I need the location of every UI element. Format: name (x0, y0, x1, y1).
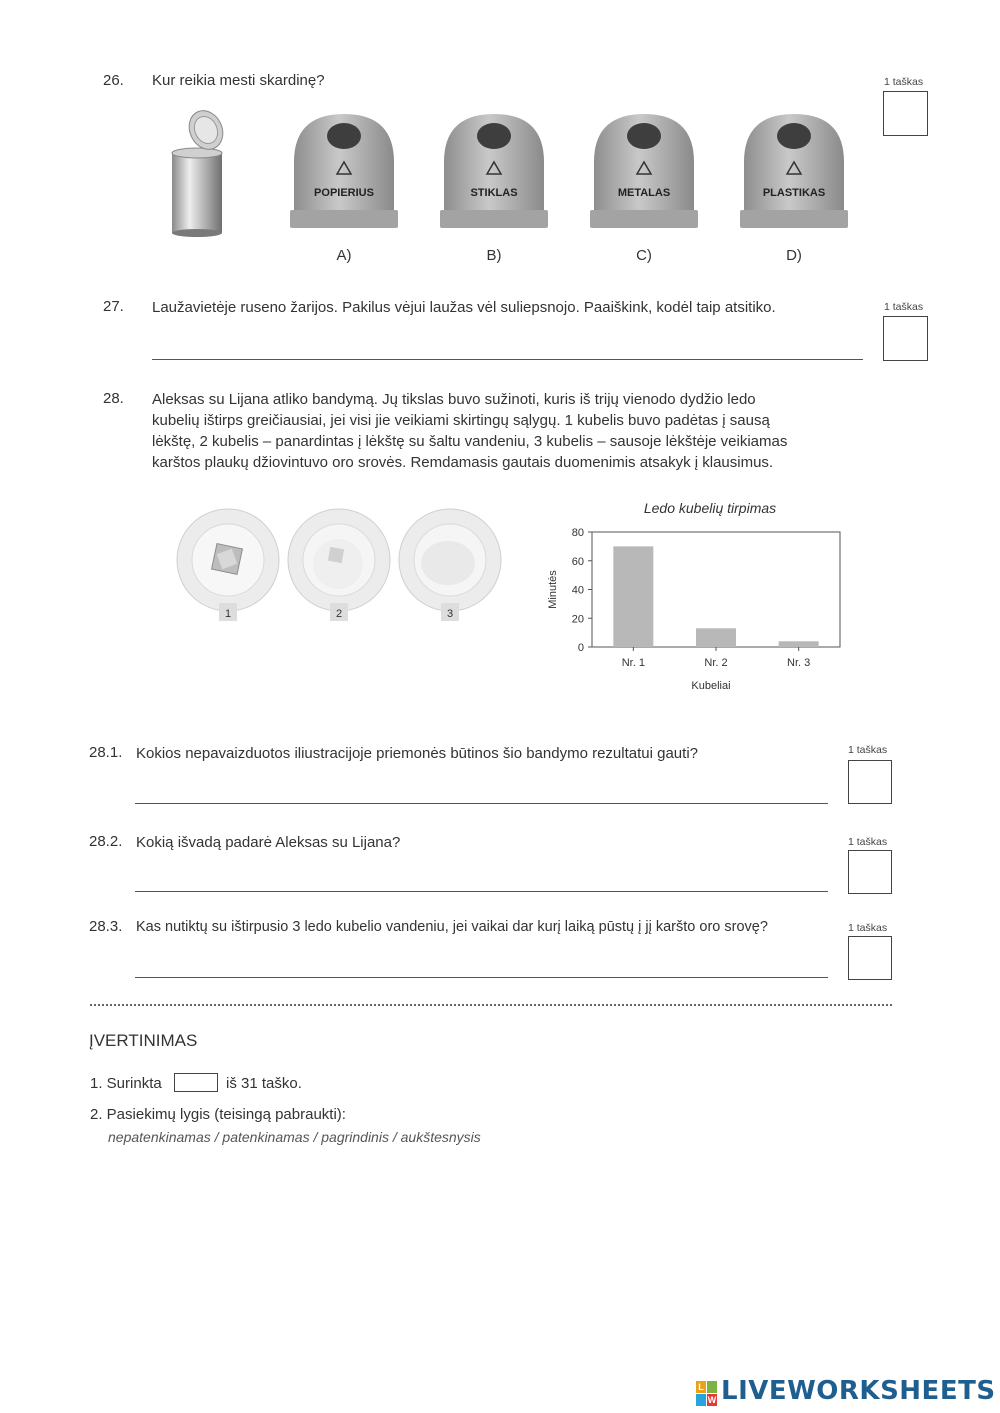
sub-number: 28.3. (89, 918, 123, 935)
y-tick-label: 20 (571, 613, 584, 626)
logo-letter-l: L (696, 1381, 706, 1393)
bin-3[interactable] (590, 112, 698, 272)
sub-number: 28.1. (89, 744, 123, 761)
plates-image (172, 508, 502, 628)
plate-label: 1 (224, 608, 232, 620)
y-tick-label: 40 (571, 584, 584, 597)
tin-can-image (164, 108, 234, 238)
sub-text: Kokią išvadą padarė Aleksas su Lijana? (136, 834, 401, 851)
y-tick-label: 0 (577, 642, 584, 654)
x-tick-label: Nr. 1 (621, 657, 645, 669)
eval-item-1-prefix: 1. Surinkta (90, 1075, 162, 1092)
logo-text: LIVEWORKSHEETS (721, 1376, 996, 1406)
x-tick-label: Nr. 3 (787, 657, 811, 669)
liveworksheets-logo[interactable] (696, 1376, 994, 1410)
plate-2 (288, 509, 390, 621)
eval-item-2: 2. Pasiekimų lygis (teisingą pabraukti): (90, 1106, 346, 1123)
bin-shape (290, 112, 398, 237)
q27-text: Laužavietėje ruseno žarijos. Pakilus vėjui laužas vėl suliepsnojo. Paaiškink, kodėl taip atsitiko. (152, 299, 776, 316)
bin-option[interactable]: A) (336, 247, 352, 264)
sub-28-1-score-box[interactable] (848, 760, 892, 804)
plate-1 (177, 509, 279, 621)
eval-item-1-suffix: iš 31 taško. (226, 1075, 302, 1092)
sub-text: Kokios nepavaizduotos iliustracijoje priemonės būtinos šio bandymo rezultatui gauti? (136, 745, 698, 762)
achievement-levels[interactable]: nepatenkinamas / patenkinamas / pagrindinis / aukštesnysis (108, 1129, 481, 1145)
q28-number: 28. (103, 390, 124, 407)
q26-number: 26. (103, 72, 124, 89)
q27-points: 1 taškas (884, 301, 924, 313)
sub-28-3-answer-line[interactable] (135, 977, 828, 978)
bin-1[interactable] (290, 112, 398, 272)
bin-option[interactable]: C) (636, 247, 652, 264)
q26-score-box[interactable] (883, 91, 928, 136)
plate-3 (399, 509, 501, 621)
bin-4[interactable] (740, 112, 848, 272)
q27-number: 27. (103, 298, 124, 315)
sub-28-1-answer-line[interactable] (135, 803, 828, 804)
dotted-separator (90, 1004, 892, 1006)
evaluation-title: ĮVERTINIMAS (89, 1031, 198, 1050)
q28-line: Aleksas su Lijana atliko bandymą. Jų tikslas buvo sužinoti, kuris iš trijų vienodo dydžio ledo (152, 391, 756, 408)
logo-letter-w: W (707, 1395, 717, 1405)
y-tick-label: 80 (571, 527, 584, 539)
q27-score-box[interactable] (883, 316, 928, 361)
q28-line: kubelių ištirps greičiausiai, jei visi jie veikiami skirtingų sąlygų. 1 kubelis buvo padėtas į sausą (152, 412, 770, 429)
sub-points: 1 taškas (848, 836, 888, 848)
x-axis-label: Kubeliai (691, 680, 731, 692)
q28-line: lėkštę, 2 kubelis – panardintas į lėkštę su šaltu vandeniu, 3 kubelis – sausoje lėkštėje veikiamas (152, 433, 788, 450)
bin-label: PLASTIKAS (762, 187, 826, 199)
logo-square-green (707, 1381, 717, 1393)
bin-option[interactable]: D) (786, 247, 802, 264)
bin-shape (440, 112, 548, 237)
bin-shape (590, 112, 698, 237)
y-tick-label: 60 (571, 555, 584, 568)
bar-nr2 (696, 628, 736, 647)
y-axis-label: Minutės (547, 570, 559, 609)
sub-text: Kas nutiktų su ištirpusio 3 ledo kubelio vandeniu, jei vaikai dar kurį laiką pūstų į jį karšto oro srovę? (136, 919, 768, 935)
q28-text (152, 389, 864, 473)
plate-label: 3 (446, 608, 454, 620)
q26-points: 1 taškas (884, 76, 924, 88)
bin-option[interactable]: B) (486, 247, 502, 264)
bin-label: METALAS (617, 187, 671, 199)
bar-nr3 (779, 641, 819, 647)
q28-line: karštos plaukų džiovintuvo oro srovės. Remdamasis gautais duomenimis atsakyk į klausimus. (152, 454, 774, 471)
bin-label: POPIERIUS (314, 187, 374, 199)
melting-chart (540, 492, 850, 697)
sub-number: 28.2. (89, 833, 123, 850)
logo-square-blue (696, 1394, 706, 1406)
total-score-box[interactable] (174, 1073, 218, 1092)
sub-28-3-score-box[interactable] (848, 936, 892, 980)
logo-icon (696, 1381, 718, 1407)
q27-answer-line[interactable] (152, 359, 863, 360)
sub-points: 1 taškas (848, 922, 888, 934)
bin-label: STIKLAS (470, 187, 518, 199)
sub-points: 1 taškas (848, 744, 888, 756)
q26-text: Kur reikia mesti skardinę? (152, 72, 325, 89)
sub-28-2-score-box[interactable] (848, 850, 892, 894)
plate-label: 2 (335, 608, 343, 620)
bin-2[interactable] (440, 112, 548, 272)
x-tick-label: Nr. 2 (704, 657, 728, 669)
bar-nr1 (613, 546, 653, 647)
chart-title: Ledo kubelių tirpimas (643, 500, 777, 516)
bin-shape (740, 112, 848, 237)
sub-28-2-answer-line[interactable] (135, 891, 828, 892)
